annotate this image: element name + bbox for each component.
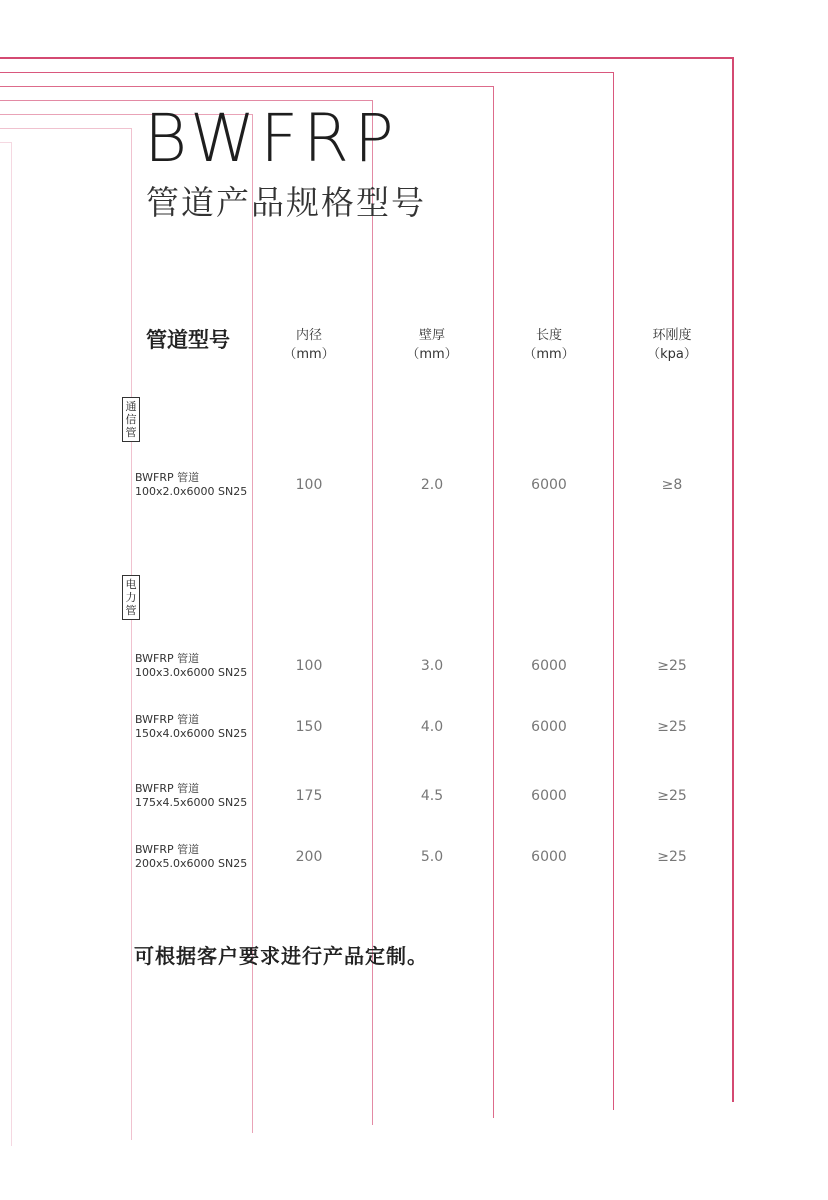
customization-note: 可根据客户要求进行产品定制。	[134, 944, 428, 968]
cell-inner-diameter: 150	[295, 719, 323, 735]
model-name: BWFRP 管道	[135, 652, 200, 665]
cell-ring-stiffness: ≥25	[657, 849, 687, 865]
category-char: 管	[125, 604, 137, 617]
category-char: 信	[125, 413, 137, 426]
header-ring-stiffness-label: 环刚度	[652, 328, 692, 343]
page-subtitle: 管道产品规格型号	[146, 183, 426, 222]
category-char: 管	[125, 426, 137, 439]
category-badge-power	[122, 575, 140, 620]
model-name: BWFRP 管道	[135, 782, 200, 795]
table-row-model	[135, 471, 247, 499]
table-row-model	[135, 782, 247, 810]
header-inner-diameter	[249, 326, 369, 364]
header-ring-stiffness	[612, 326, 732, 364]
category-char: 通	[125, 400, 137, 413]
cell-inner-diameter: 200	[295, 849, 323, 865]
header-inner-diameter-label: 内径	[295, 328, 322, 343]
cell-inner-diameter: 100	[295, 477, 323, 493]
cell-length: 6000	[531, 477, 567, 493]
cell-inner-diameter: 175	[295, 788, 323, 804]
cell-ring-stiffness: ≥25	[657, 658, 687, 674]
cell-wall-thickness: 2.0	[420, 477, 444, 493]
cell-ring-stiffness: ≥8	[661, 477, 683, 493]
table-row-model	[135, 652, 247, 680]
header-length-unit: （mm）	[523, 347, 575, 362]
header-wall-thickness-label: 壁厚	[418, 328, 445, 343]
category-badge-communication	[122, 397, 140, 442]
brand-title: BWFRP	[144, 100, 399, 177]
cell-wall-thickness: 4.0	[420, 719, 444, 735]
model-spec: 100x2.0x6000 SN25	[135, 485, 248, 498]
model-spec: 200x5.0x6000 SN25	[135, 857, 248, 870]
category-char: 电	[125, 578, 137, 591]
model-spec: 100x3.0x6000 SN25	[135, 666, 248, 679]
cell-wall-thickness: 5.0	[420, 849, 444, 865]
cell-ring-stiffness: ≥25	[657, 719, 687, 735]
cell-length: 6000	[531, 719, 567, 735]
model-name: BWFRP 管道	[135, 843, 200, 856]
table-row-model	[135, 713, 247, 741]
category-char: 力	[125, 591, 137, 604]
header-model: 管道型号	[146, 328, 230, 352]
model-name: BWFRP 管道	[135, 713, 200, 726]
header-length-label: 长度	[535, 328, 562, 343]
header-wall-thickness	[372, 326, 492, 364]
cell-ring-stiffness: ≥25	[657, 788, 687, 804]
cell-length: 6000	[531, 658, 567, 674]
cell-length: 6000	[531, 788, 567, 804]
model-name: BWFRP 管道	[135, 471, 200, 484]
decorative-frame-6	[0, 128, 132, 1140]
cell-inner-diameter: 100	[295, 658, 323, 674]
table-row-model	[135, 843, 247, 871]
cell-length: 6000	[531, 849, 567, 865]
cell-wall-thickness: 3.0	[420, 658, 444, 674]
model-spec: 175x4.5x6000 SN25	[135, 796, 248, 809]
header-ring-stiffness-unit: （kpa）	[647, 347, 697, 362]
header-wall-thickness-unit: （mm）	[406, 347, 458, 362]
cell-wall-thickness: 4.5	[420, 788, 444, 804]
header-length	[489, 326, 609, 364]
decorative-frame-7	[0, 142, 12, 1146]
header-inner-diameter-unit: （mm）	[283, 347, 335, 362]
model-spec: 150x4.0x6000 SN25	[135, 727, 248, 740]
